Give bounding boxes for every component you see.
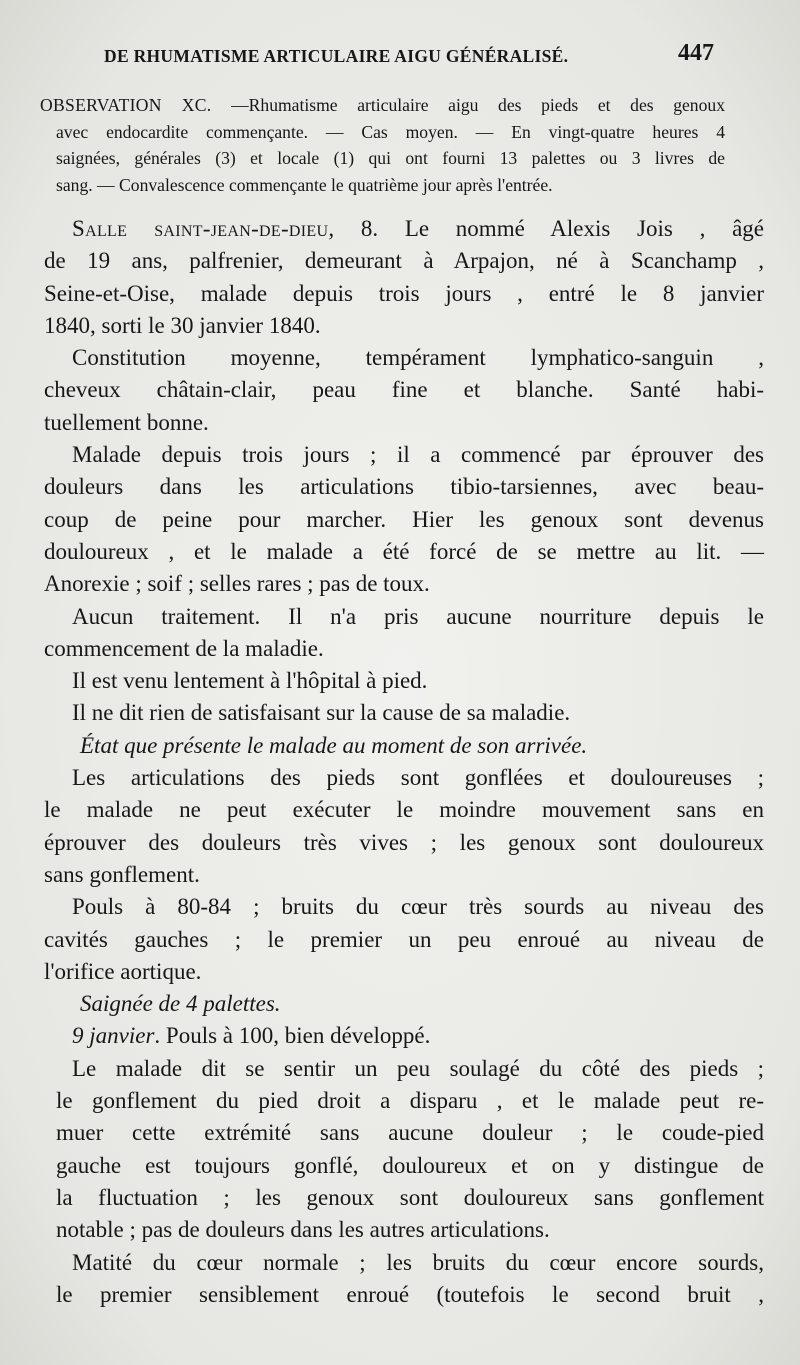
paragraph-patient-intro <box>44 213 764 342</box>
text-line: éprouver des douleurs très vives ; les genoux sont douloureux <box>44 829 764 855</box>
text-line: 9 janvier. Pouls à 100, bien développé. <box>72 1023 431 1049</box>
text-line: Matité du cœur normale ; les bruits du cœur encore sourds, <box>72 1249 764 1275</box>
text-line: Aucun traitement. Il n'a pris aucune nourriture depuis le <box>72 603 764 629</box>
date-label: 9 janvier <box>72 1023 155 1049</box>
observation-label: OBSERVATION XC. <box>40 95 212 115</box>
paragraph-constitution <box>44 342 764 439</box>
text-line: gauche est toujours gonflé, douloureux et on y distingue de <box>56 1152 764 1178</box>
paragraph-heart <box>44 1247 764 1312</box>
text-line: tuellement bonne. <box>44 409 209 435</box>
italic-heading: Saignée de 4 palettes. <box>80 991 281 1017</box>
page-number: 447 <box>678 40 714 66</box>
text-line: Malade depuis trois jours ; il a commencé par éprouver des <box>72 442 764 468</box>
paragraph-cause <box>44 697 764 729</box>
text-line: Les articulations des pieds sont gonflées et douloureuses ; <box>72 765 764 791</box>
text-line: sans gonflement. <box>44 861 200 887</box>
text-line: Le malade dit se sentir un peu soulagé du côté des pieds ; <box>72 1055 764 1081</box>
summary-line: avec endocardite commençante. — Cas moyen. — En vingt-quatre heures 4 <box>56 121 725 142</box>
text-line: la fluctuation ; les genoux sont douloureux sans gonflement <box>56 1184 764 1210</box>
text-line: le malade ne peut exécuter le moindre mouvement sans en <box>44 797 764 823</box>
text-line: 1840, sorti le 30 janvier 1840. <box>44 312 321 338</box>
text-line: douloureux , et le malade a été forcé de se mettre au lit. — <box>44 538 764 564</box>
ward-name: Salle saint-jean-de-dieu <box>72 216 329 241</box>
observation-summary <box>40 92 725 198</box>
text-line: Seine-et-Oise, malade depuis trois jours , entré le 8 janvier <box>44 280 764 306</box>
paragraph-jan9 <box>44 1020 764 1052</box>
text-line: coup de peine pour marcher. Hier les genoux sont devenus <box>44 506 764 532</box>
summary-line: sang. — Convalescence commençante le quatrième jour après l'entrée. <box>56 174 553 195</box>
text-line: commencement de la maladie. <box>44 635 324 661</box>
paragraph-arrival <box>44 665 764 697</box>
text-line: Salle saint-jean-de-dieu, 8. Le nommé Alexis Jois , âgé <box>72 216 764 241</box>
text-line: Il est venu lentement à l'hôpital à pied. <box>72 668 428 694</box>
text-line: douleurs dans les articulations tibio-tarsiennes, avec beau- <box>44 474 764 500</box>
text-line: Pouls à 80-84 ; bruits du cœur très sourds au niveau des <box>72 894 764 920</box>
text-line: Constitution moyenne, tempérament lymphatico-sanguin , <box>72 345 764 371</box>
text-line: l'orifice aortique. <box>44 958 202 984</box>
page-header <box>96 40 726 70</box>
section-heading-state <box>44 730 764 762</box>
observation-body <box>44 213 764 1311</box>
text-line: de 19 ans, palfrenier, demeurant à Arpajon, né à Scanchamp , <box>44 248 764 274</box>
text-line: muer cette extrémité sans aucune douleur ; le coude-pied <box>56 1120 764 1146</box>
paragraph-pulse <box>44 891 764 988</box>
running-title: DE RHUMATISME ARTICULAIRE AIGU GÉNÉRALISÉ. <box>104 46 569 66</box>
paragraph-joints <box>44 762 764 891</box>
text-line: Il ne dit rien de satisfaisant sur la cause de sa maladie. <box>72 700 571 726</box>
text-line: cavités gauches ; le premier un peu enroué au niveau de <box>44 926 764 952</box>
paragraph-treatment <box>44 601 764 666</box>
summary-line: OBSERVATION XC. —Rhumatisme articulaire aigu des pieds et des genoux <box>40 95 725 115</box>
text-line: Anorexie ; soif ; selles rares ; pas de toux. <box>44 571 430 597</box>
text-line: notable ; pas de douleurs dans les autres articulations. <box>56 1217 550 1243</box>
text-line: le premier sensiblement enroué (toutefois le second bruit , <box>56 1281 764 1307</box>
italic-heading: État que présente le malade au moment de son arrivée. <box>80 732 588 758</box>
text-line: le gonflement du pied droit a disparu , et le malade peut re- <box>56 1088 764 1114</box>
summary-line: saignées, générales (3) et locale (1) qui ont fourni 13 palettes ou 3 livres de <box>56 148 725 168</box>
text-line: cheveux châtain-clair, peau fine et blanche. Santé habi- <box>44 377 764 403</box>
paragraph-history <box>44 439 764 600</box>
paragraph-bloodletting <box>44 988 764 1020</box>
paragraph-relief <box>44 1053 764 1247</box>
